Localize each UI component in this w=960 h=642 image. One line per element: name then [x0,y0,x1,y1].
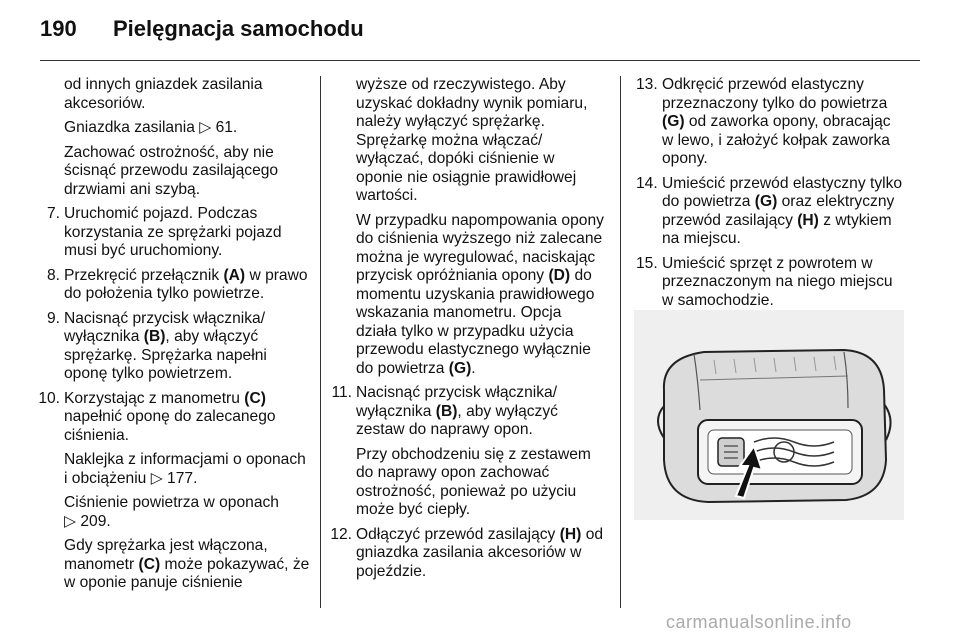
compressor-drawing [634,310,904,520]
part-label: (H) [559,525,582,543]
part-label: (G) [448,359,472,377]
column-divider [320,76,321,608]
list-item: 13. Odkręcić przewód elastyczny przeznaczony tylko do powietrza (G) od zaworka opony, obracając w lewo, i założyć kołpak zaworka opony. [636,76,891,167]
paragraph: od innych gniazdek zasilania akcesoriów. [64,76,263,112]
part-label: (B) [143,328,166,345]
part-label: (A) [223,266,246,284]
page-link[interactable]: 209. [80,512,111,530]
page-link[interactable]: 61. [215,119,238,136]
cross-reference-arrow-icon: ▷ [199,119,212,136]
paragraph: Zachować ostrożność, aby nie ścisnąć przewodu zasilającego drzwiami ani szybą. [64,143,279,198]
cross-reference-arrow-icon: ▷ [64,512,76,530]
page-link[interactable]: 177. [167,469,198,487]
paragraph: wyższe od rzeczywistego. Aby uzyskać dokładny wynik pomiaru, należy wyłączyć sprężarkę. Sprężarkę można włączać/ wyłączać, dopóki ciśnienie w oponie nie osiągnie prawidłowej wartości. [356,76,588,204]
part-label: (C) [244,389,266,407]
text-column-3 [636,76,906,316]
text-column-1 [40,76,310,599]
list-item: 9. Nacisnąć przycisk włącznika/ wyłącznika (B), aby włączyć sprężarkę. Sprężarka napełni oponę tylko powietrzem. [46,309,267,382]
part-label: (C) [138,555,161,573]
list-item: 11. Nacisnąć przycisk włącznika/ wyłącznika (B), aby wyłączyć zestaw do naprawy opon. [331,384,558,438]
list-item: 12. Odłączyć przewód zasilający (H) od gniazdka zasilania akcesoriów w pojeździe. [330,525,604,580]
part-label: (G) [754,193,778,210]
list-item: 7. Uruchomić pojazd. Podczas korzystania ze sprężarki pojazd musi być uruchomiony. [46,205,282,259]
page-title: Pielęgnacja samochodu [113,16,364,41]
page-number: 190 [40,16,77,41]
part-label: (B) [435,402,458,420]
cross-reference: Ciśnienie powietrza w oponach ▷ 209. [64,494,279,530]
list-item: 8. Przekręcić przełącznik (A) w prawo do położenia tylko powietrze. [46,266,308,302]
cross-reference: Naklejka z informacjami o oponach i obciążeniu ▷ 177. [64,451,306,487]
part-label: (G) [662,113,685,130]
part-label: (D) [548,267,571,284]
paragraph: Przy obchodzeniu się z zestawem do naprawy opon zachować ostrożność, ponieważ po użyciu może być ciepły. [356,445,591,518]
cross-reference-arrow-icon: ▷ [150,469,163,487]
header-rule [40,60,920,61]
list-item: 14. Umieścić przewód elastyczny tylko do powietrza (G) oraz elektryczny przewód zasilający (H) z wtykiem na miejscu. [636,174,903,247]
watermark: carmanualsonline.info [666,612,852,632]
paragraph: Gdy sprężarka jest włączona, manometr (C) może pokazywać, że w oponie panuje ciśnienie [64,537,310,591]
column-divider [620,76,621,608]
cross-reference: Gniazdka zasilania ▷ 61. [64,119,238,136]
text-column-2 [332,76,604,587]
compressor-illustration [634,310,904,520]
list-item: 10. Korzystając z manometru (C) napełnić oponę do zalecanego ciśnienia. [38,389,276,444]
paragraph: W przypadku napompowania opony do ciśnienia wyższego niż zalecane można je wyregulować, naciskając przycisk opróżniania opony (D) do momentu uzyskania prawidłowego wskazania manometru. Opcja działa tylko w przypadku użycia przewodu elastycznego wyłącznie do powietrza (G). [356,211,604,377]
list-item: 15. Umieścić sprzęt z powrotem w przeznaczonym na niego miejscu w samochodzie. [636,254,893,309]
part-label: (H) [797,211,819,229]
